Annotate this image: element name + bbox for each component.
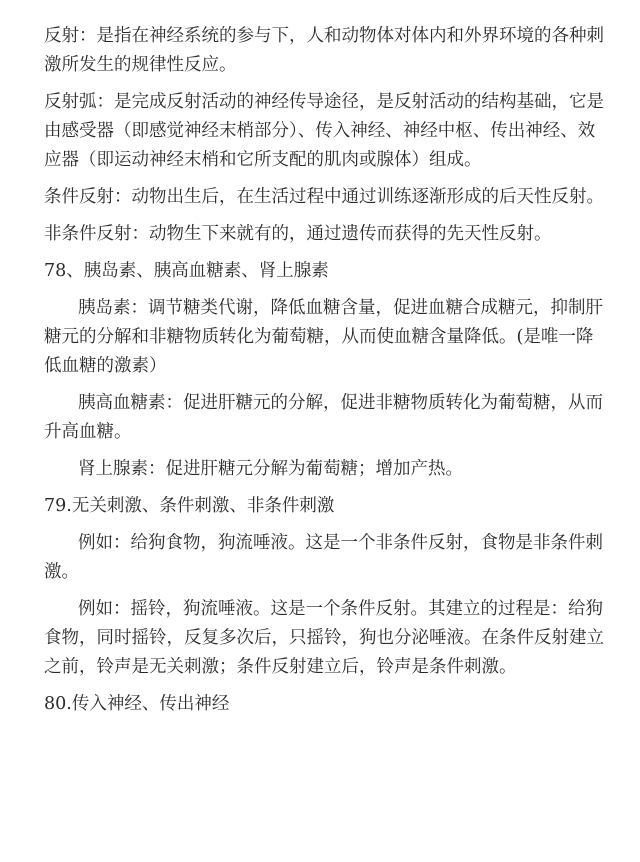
paragraph-adrenaline (44, 455, 610, 484)
section-heading: 80.传入神经、传出神经 (44, 694, 230, 714)
text-line: 由感受器（即感觉神经末梢部分）、传入神经、神经中枢、传出神经、效 (44, 121, 596, 141)
text-line: 激所发生的规律性反应。 (44, 55, 237, 75)
text-line: 肾上腺素：促进肝糖元分解为葡萄糖；增加产热。 (78, 459, 463, 479)
section-heading: 78、胰岛素、胰高血糖素、肾上腺素 (44, 261, 329, 281)
paragraph-glucagon (44, 389, 610, 447)
text-line: 低血糖的激素） (44, 356, 167, 376)
paragraph-unconditioned-reflex (44, 220, 610, 249)
text-line: 胰岛素：调节糖类代谢，降低血糖含量，促进血糖合成糖元，抑制肝 (78, 298, 603, 318)
text-line: 非条件反射：动物生下来就有的，通过遗传而获得的先天性反射。 (44, 224, 552, 244)
section-heading: 79.无关刺激、条件刺激、非条件刺激 (44, 496, 335, 516)
text-line: 糖元的分解和非糖物质转化为葡萄糖，从而使血糖含量降低。(是唯一降 (44, 327, 594, 347)
paragraph-insulin (44, 294, 610, 381)
heading-79 (44, 492, 610, 521)
heading-80 (44, 690, 610, 719)
text-line: 应器（即运动神经末梢和它所支配的肌肉或腺体）组成。 (44, 150, 482, 170)
text-line: 胰高血糖素：促进肝糖元的分解，促进非糖物质转化为葡萄糖，从而 (78, 393, 603, 413)
paragraph-example-1 (44, 529, 610, 587)
paragraph-conditioned-reflex (44, 183, 610, 212)
text-line: 食物，同时摇铃，反复多次后，只摇铃，狗也分泌唾液。在条件反射建立 (44, 628, 604, 648)
heading-78 (44, 257, 610, 286)
text-line: 升高血糖。 (44, 422, 132, 442)
text-line: 例如：摇铃，狗流唾液。这是一个条件反射。其建立的过程是：给狗 (78, 599, 603, 619)
paragraph-reflex-arc (44, 88, 610, 175)
paragraph-example-2 (44, 595, 610, 682)
text-line: 之前，铃声是无关刺激；条件反射建立后，铃声是条件刺激。 (44, 657, 517, 677)
text-line: 激。 (44, 562, 79, 582)
text-line: 例如：给狗食物，狗流唾液。这是一个非条件反射，食物是非条件刺 (78, 533, 603, 553)
text-line: 条件反射：动物出生后，在生活过程中通过训练逐渐形成的后天性反射。 (44, 187, 604, 207)
text-line: 反射弧：是完成反射活动的神经传导途径，是反射活动的结构基础，它是 (44, 92, 604, 112)
text-line: 反射：是指在神经系统的参与下，人和动物体对体内和外界环境的各种刺 (44, 26, 604, 46)
paragraph-reflex-definition (44, 22, 610, 80)
